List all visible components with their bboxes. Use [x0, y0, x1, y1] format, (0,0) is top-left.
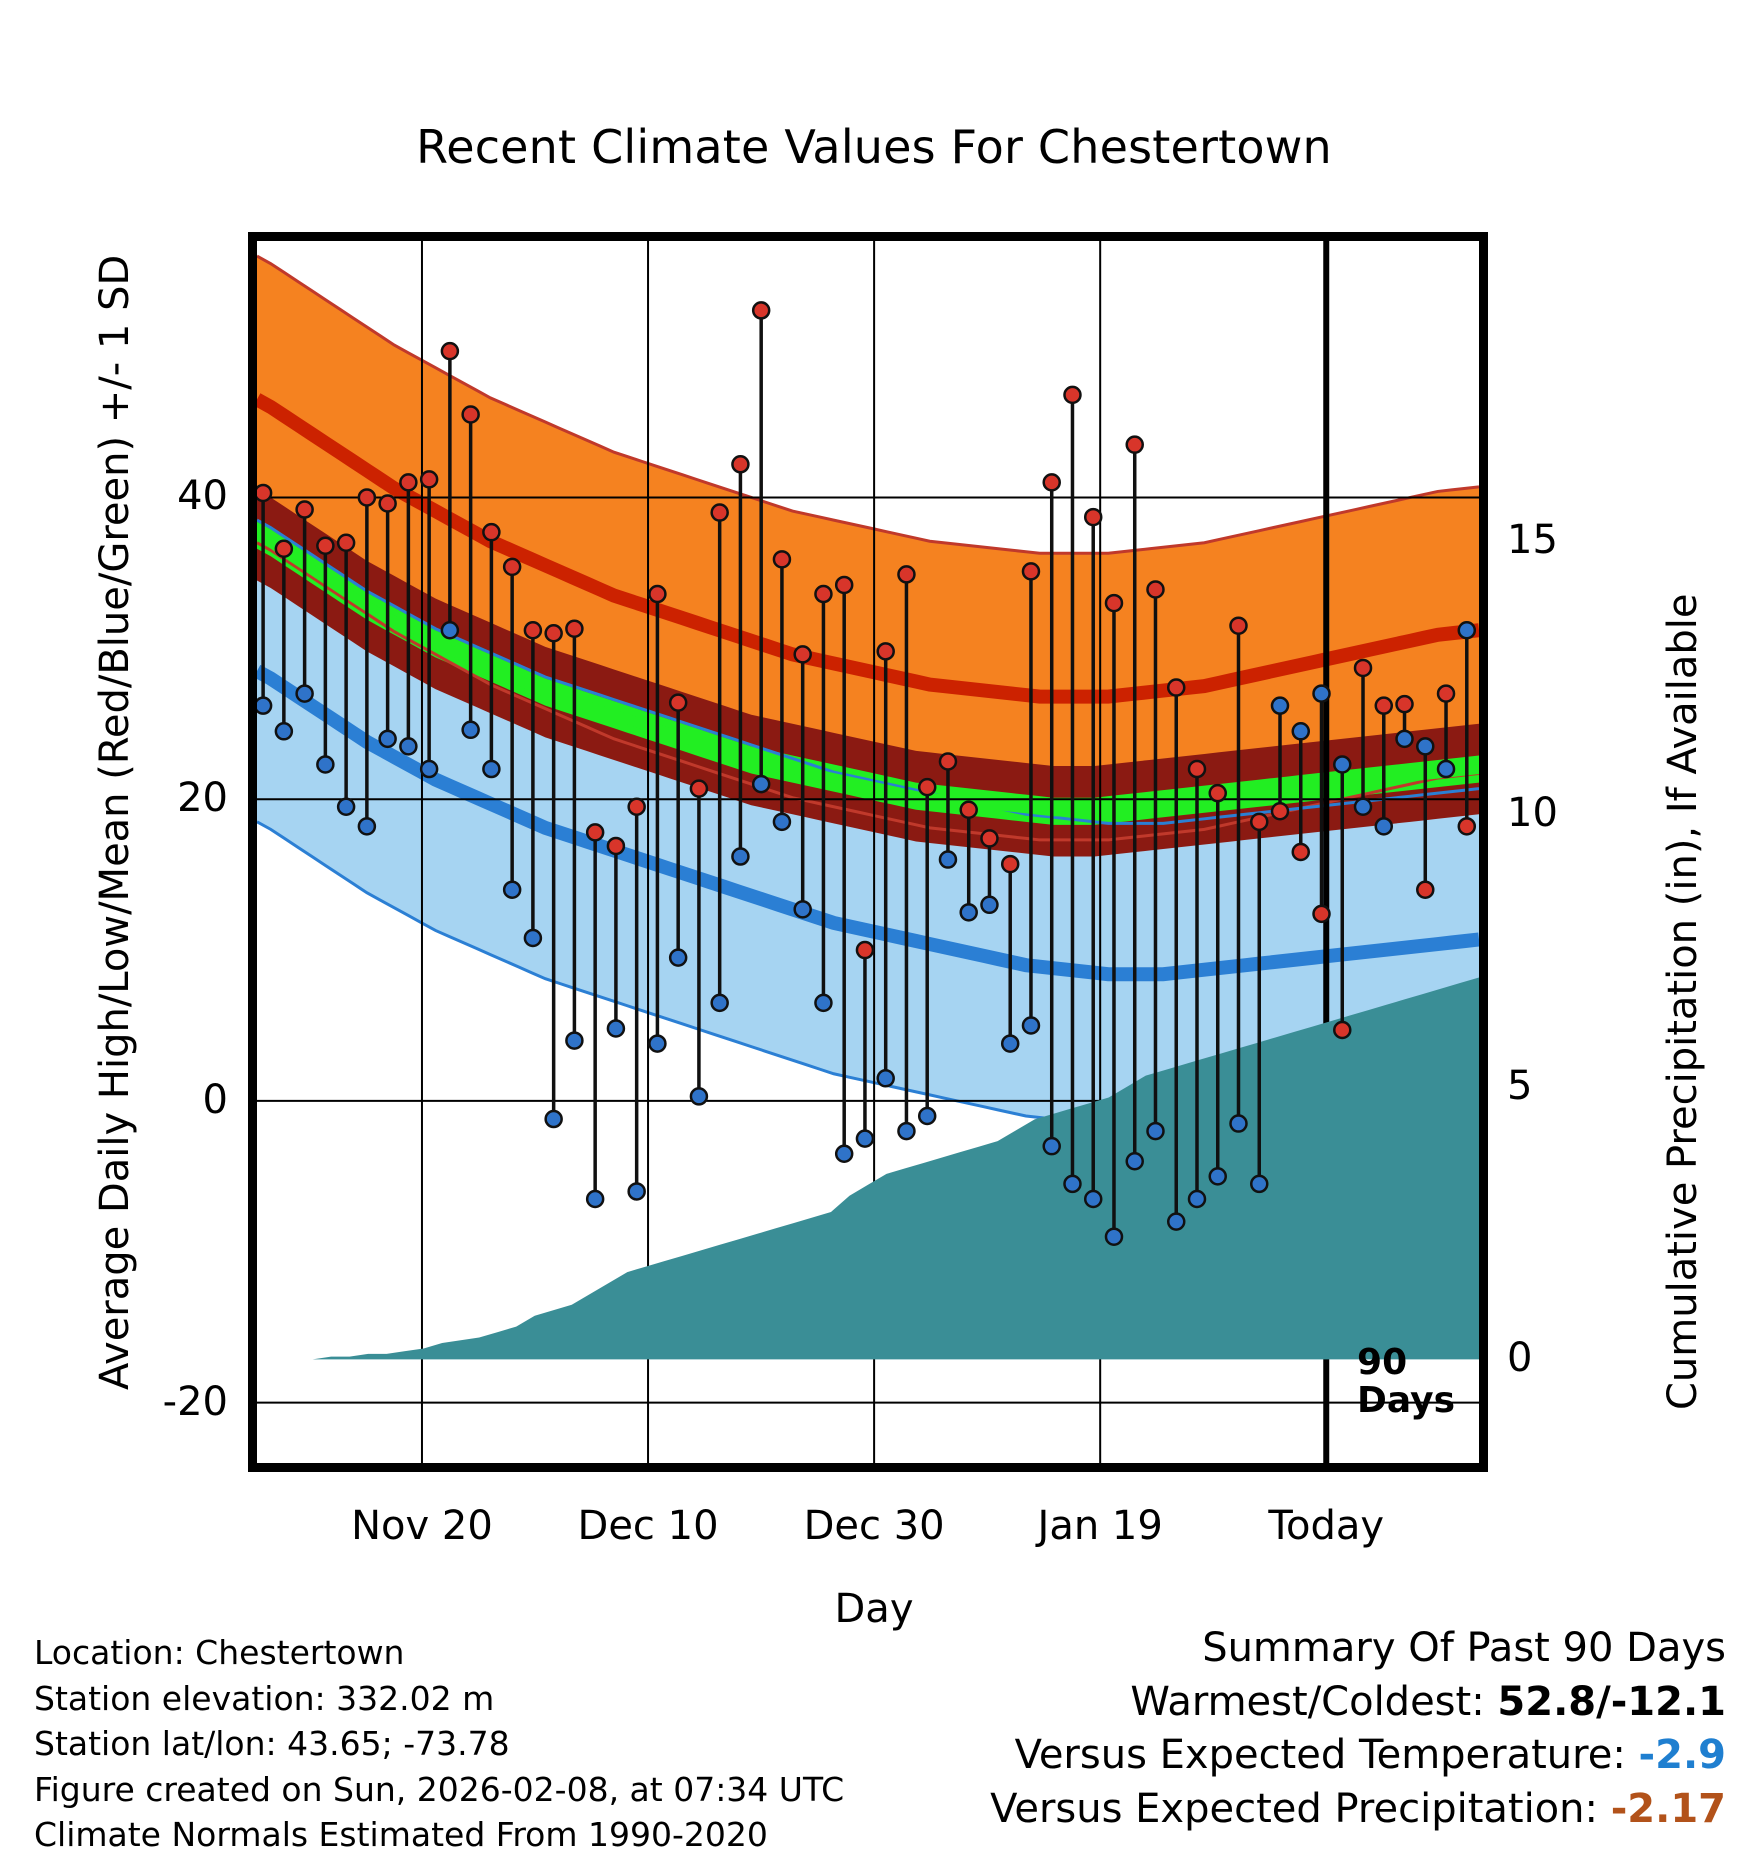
y-tick-right-2: 5: [1507, 1062, 1533, 1109]
summary-warmest-coldest: [990, 1676, 1726, 1730]
meta-latlon: Station lat/lon: 43.65; -73.78: [34, 1724, 510, 1764]
meta-created: Figure created on Sun, 2026-02-08, at 07:34 UTC: [34, 1769, 845, 1809]
y-tick-left-1: 20: [177, 775, 228, 822]
days-badge-number: 90: [1357, 1342, 1408, 1384]
y-tick-left-2: 0: [202, 1076, 228, 1123]
meta-normals: Climate Normals Estimated From 1990-2020: [34, 1815, 768, 1855]
y-tick-left-3: -20: [162, 1378, 228, 1425]
meta-location: Location: Chestertown: [34, 1633, 405, 1672]
x-tick-4: Today: [1268, 1503, 1385, 1549]
x-axis-label: Day: [834, 1586, 914, 1632]
y-tick-right-0: 15: [1507, 517, 1558, 564]
warmest-coldest-value: 52.8/-12.1: [1497, 1678, 1726, 1725]
summary-heading: Summary Of Past 90 Days: [1202, 1625, 1726, 1671]
page-title: Recent Climate Values For Chestertown: [416, 120, 1332, 174]
x-tick-3: Jan 19: [1037, 1503, 1163, 1549]
x-tick-2: Dec 30: [803, 1503, 945, 1549]
x-tick-0: Nov 20: [351, 1503, 493, 1549]
summary-precip-anomaly: [990, 1783, 1726, 1837]
y-tick-left-0: 40: [177, 473, 228, 520]
meta-elevation: Station elevation: 332.02 m: [34, 1678, 495, 1718]
y-axis-label-right: Cumulative Precipitation (in), If Available: [1660, 593, 1706, 1410]
precip-anomaly-label: Versus Expected Precipitation:: [990, 1785, 1598, 1832]
y-tick-right-3: 0: [1507, 1335, 1533, 1382]
x-tick-1: Dec 10: [577, 1503, 719, 1549]
summary-panel: [990, 1622, 1726, 1836]
temp-anomaly-value: -2.9: [1638, 1732, 1726, 1779]
days-badge-unit: Days: [1357, 1379, 1455, 1421]
y-axis-label-left: Average Daily High/Low/Mean (Red/Blue/Green) +/- 1 SD: [92, 254, 138, 1390]
plot-area: [257, 241, 1479, 1463]
precip-anomaly-value: -2.17: [1610, 1785, 1726, 1832]
figure-metadata: [34, 1630, 844, 1858]
days-badge: [1357, 1344, 1455, 1419]
warmest-coldest-label: Warmest/Coldest:: [1130, 1678, 1485, 1725]
temp-anomaly-label: Versus Expected Temperature:: [1014, 1732, 1626, 1779]
y-tick-right-1: 10: [1507, 789, 1558, 836]
summary-temp-anomaly: [990, 1729, 1726, 1783]
climate-chart: [248, 232, 1488, 1472]
